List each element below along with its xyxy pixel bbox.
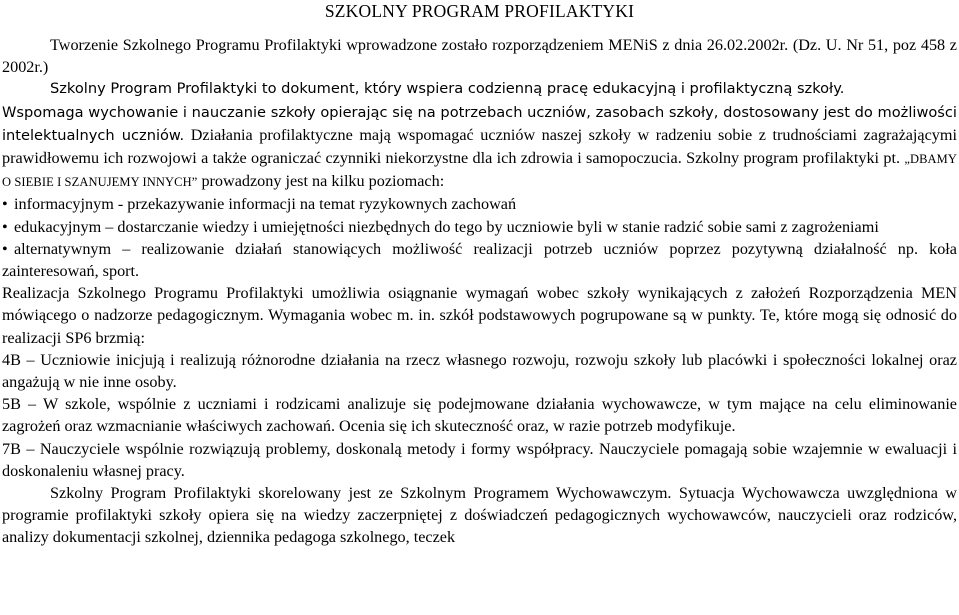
list-item	[2, 193, 957, 215]
actions-sentence: Działania profilaktyczne mają wspomagać uczniów naszej szkoły w radzeniu sobie z trudnościami zagrażającymi prawidłowemu ich rozwojowi a także ograniczać czynniki niekorzystne dla ich zdrowia i samopoczucia. Szkolny program profilaktyki pt.	[2, 125, 957, 168]
requirement-5b: 5B – W szkole, wspólnie z uczniami i rodzicami analizuje się podejmowane działania wychowawcze, w tym mające na celu eliminowanie zagrożeń oraz wzmacnianie właściwych zachowań. Ocenia się ich skuteczność oraz, w razie potrzeb modyfikuje.	[2, 395, 957, 436]
list-item	[2, 238, 957, 282]
level-informational: informacyjnym - przekazywanie informacji na temat ryzykownych zachowań	[14, 195, 517, 214]
description-paragraph	[2, 101, 957, 194]
program-name: „DBAMY O SIEBIE I SZANUJEMY INNYCH”	[2, 152, 957, 190]
closing-paragraph: Szkolny Program Profilaktyki skorelowany jest ze Szkolnym Programem Wychowawczym. Sytuacja Wychowawcza uwzględniona w programie profilaktyki szkoły opiera się na wiedzy zaczerpniętej z doświadczeń pedagogicznych wychowawców, nauczycieli oraz rodziców, analizy dokumentacji szkolnej, dziennika pedagoga szkolnego, teczek	[2, 484, 957, 547]
list-item	[2, 216, 957, 238]
requirement-7b: 7B – Nauczyciele wspólnie rozwiązują problemy, doskonalą metody i formy współpracy. Nauczyciele pomagają sobie wzajemnie w ewaluacji i doskonaleniu własnej pracy.	[2, 439, 957, 480]
realization-paragraph: Realizacja Szkolnego Programu Profilaktyki umożliwia osiągnanie wymagań wobec szkoły wynikających z założeń Rozporządzenia MEN mówiącego o nadzorze pedagogicznym. Wymagania wobec m. in. szkół podstawowych pogrupowane są w punkty. Te, które mogą się odnosić do realizacji SP6 brzmią:	[2, 284, 957, 347]
spacer	[2, 24, 957, 34]
bullet-icon: •	[2, 195, 8, 214]
bullet-icon: •	[2, 239, 8, 258]
purpose-paragraph: Szkolny Program Profilaktyki to dokument, który wspiera codzienną pracę edukacyjną i profilaktyczną szkoły.	[50, 80, 845, 98]
support-sentence: Wspomaga wychowanie i nauczanie szkoły opierając się na potrzebach uczniów, zasobach szkoły, dostosowany jest do możliwości intelektualnych uczniów.	[2, 103, 957, 144]
document-title: SZKOLNY PROGRAM PROFILAKTYKI	[324, 1, 635, 21]
requirement-4b: 4B – Uczniowie inicjują i realizują różnorodne działania na rzecz własnego rozwoju, rozwoju szkoły lub placówki i społeczności lokalnej oraz angażują w nie inne osoby.	[2, 350, 957, 392]
level-educational: edukacyjnym – dostarczanie wiedzy i umiejętności niezbędnych do tego by uczniowie byli w stanie radzić sobie sami z zagrożeniami	[14, 217, 879, 236]
bullet-icon: •	[2, 217, 8, 236]
intro-paragraph: Tworzenie Szkolnego Programu Profilaktyki wprowadzone zostało rozporządzeniem MENiS z dnia 26.02.2002r. (Dz. U. Nr 51, poz 458 z 2002r.)	[2, 36, 957, 77]
level-alternative: alternatywnym – realizowanie działań stanowiących możliwość realizacji potrzeb uczniów poprzez pozytywną działalność np. koła zainteresowań, sport.	[2, 239, 957, 281]
levels-lead-in: prowadzony jest na kilku poziomach:	[197, 172, 445, 191]
